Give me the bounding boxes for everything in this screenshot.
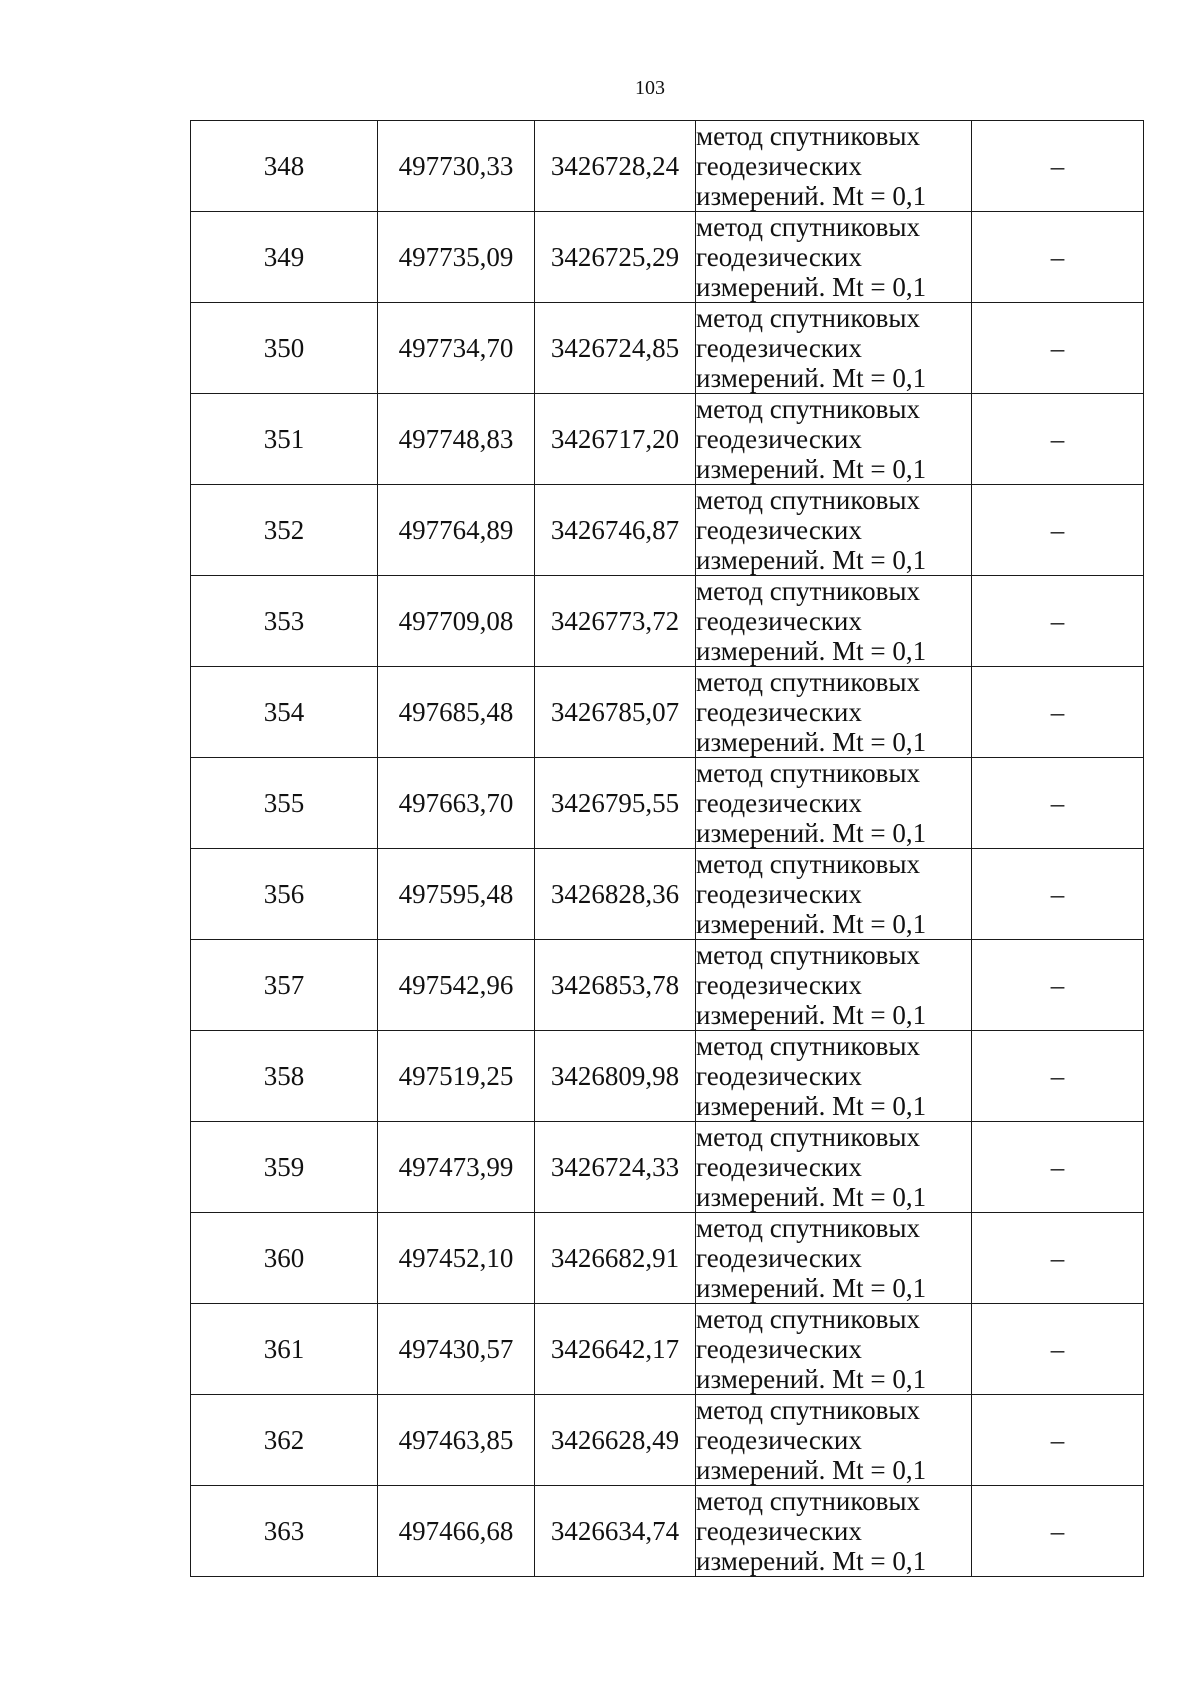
y-coordinate-cell: 3426746,87 bbox=[535, 485, 696, 576]
method-cell bbox=[696, 940, 972, 1031]
x-coordinate-cell: 497735,09 bbox=[378, 212, 535, 303]
x-coordinate-cell: 497542,96 bbox=[378, 940, 535, 1031]
point-number-cell: 358 bbox=[191, 1031, 378, 1122]
method-line: измерений. Mt = 0,1 bbox=[696, 818, 927, 848]
y-coordinate-cell: 3426634,74 bbox=[535, 1486, 696, 1577]
y-coordinate-cell: 3426785,07 bbox=[535, 667, 696, 758]
y-coordinate-cell: 3426809,98 bbox=[535, 1031, 696, 1122]
note-cell: – bbox=[972, 1395, 1144, 1486]
method-line: метод спутниковых bbox=[696, 121, 920, 151]
note-cell: – bbox=[972, 394, 1144, 485]
point-number-cell: 353 bbox=[191, 576, 378, 667]
x-coordinate-cell: 497663,70 bbox=[378, 758, 535, 849]
y-coordinate-cell: 3426795,55 bbox=[535, 758, 696, 849]
table-row bbox=[191, 121, 1144, 212]
note-cell: – bbox=[972, 485, 1144, 576]
method-cell bbox=[696, 758, 972, 849]
method-cell bbox=[696, 121, 972, 212]
y-coordinate-cell: 3426728,24 bbox=[535, 121, 696, 212]
y-coordinate-cell: 3426628,49 bbox=[535, 1395, 696, 1486]
x-coordinate-cell: 497709,08 bbox=[378, 576, 535, 667]
y-coordinate-cell: 3426642,17 bbox=[535, 1304, 696, 1395]
method-line: геодезических bbox=[696, 1516, 862, 1546]
note-cell: – bbox=[972, 212, 1144, 303]
note-cell: – bbox=[972, 1031, 1144, 1122]
method-cell bbox=[696, 303, 972, 394]
method-line: измерений. Mt = 0,1 bbox=[696, 1364, 927, 1394]
method-line: метод спутниковых bbox=[696, 667, 920, 697]
method-line: метод спутниковых bbox=[696, 303, 920, 333]
method-line: геодезических bbox=[696, 151, 862, 181]
x-coordinate-cell: 497764,89 bbox=[378, 485, 535, 576]
method-line: геодезических bbox=[696, 242, 862, 272]
point-number-cell: 361 bbox=[191, 1304, 378, 1395]
table-row bbox=[191, 940, 1144, 1031]
method-line: измерений. Mt = 0,1 bbox=[696, 1273, 927, 1303]
x-coordinate-cell: 497748,83 bbox=[378, 394, 535, 485]
method-line: метод спутниковых bbox=[696, 212, 920, 242]
method-line: измерений. Mt = 0,1 bbox=[696, 545, 927, 575]
method-cell bbox=[696, 485, 972, 576]
point-number-cell: 355 bbox=[191, 758, 378, 849]
method-cell bbox=[696, 1122, 972, 1213]
method-line: геодезических bbox=[696, 333, 862, 363]
x-coordinate-cell: 497473,99 bbox=[378, 1122, 535, 1213]
method-line: геодезических bbox=[696, 1243, 862, 1273]
method-cell bbox=[696, 212, 972, 303]
method-line: измерений. Mt = 0,1 bbox=[696, 1455, 927, 1485]
x-coordinate-cell: 497463,85 bbox=[378, 1395, 535, 1486]
method-cell bbox=[696, 667, 972, 758]
note-cell: – bbox=[972, 576, 1144, 667]
y-coordinate-cell: 3426717,20 bbox=[535, 394, 696, 485]
table-row bbox=[191, 576, 1144, 667]
note-cell: – bbox=[972, 1122, 1144, 1213]
note-cell: – bbox=[972, 1486, 1144, 1577]
method-line: метод спутниковых bbox=[696, 758, 920, 788]
table-row bbox=[191, 667, 1144, 758]
y-coordinate-cell: 3426725,29 bbox=[535, 212, 696, 303]
point-number-cell: 357 bbox=[191, 940, 378, 1031]
table-row bbox=[191, 1031, 1144, 1122]
point-number-cell: 363 bbox=[191, 1486, 378, 1577]
method-cell bbox=[696, 1304, 972, 1395]
point-number-cell: 352 bbox=[191, 485, 378, 576]
table-row bbox=[191, 485, 1144, 576]
table-row bbox=[191, 849, 1144, 940]
method-line: метод спутниковых bbox=[696, 485, 920, 515]
y-coordinate-cell: 3426773,72 bbox=[535, 576, 696, 667]
note-cell: – bbox=[972, 1213, 1144, 1304]
method-line: метод спутниковых bbox=[696, 1395, 920, 1425]
method-line: измерений. Mt = 0,1 bbox=[696, 1091, 927, 1121]
method-line: измерений. Mt = 0,1 bbox=[696, 636, 927, 666]
y-coordinate-cell: 3426724,85 bbox=[535, 303, 696, 394]
table-row bbox=[191, 1213, 1144, 1304]
method-line: измерений. Mt = 0,1 bbox=[696, 363, 927, 393]
method-cell bbox=[696, 576, 972, 667]
method-line: геодезических bbox=[696, 606, 862, 636]
method-line: метод спутниковых bbox=[696, 1304, 920, 1334]
x-coordinate-cell: 497734,70 bbox=[378, 303, 535, 394]
method-cell bbox=[696, 394, 972, 485]
point-number-cell: 351 bbox=[191, 394, 378, 485]
method-line: метод спутниковых bbox=[696, 1031, 920, 1061]
y-coordinate-cell: 3426724,33 bbox=[535, 1122, 696, 1213]
note-cell: – bbox=[972, 303, 1144, 394]
coordinates-table-body bbox=[191, 121, 1144, 1577]
point-number-cell: 356 bbox=[191, 849, 378, 940]
note-cell: – bbox=[972, 940, 1144, 1031]
method-cell bbox=[696, 1031, 972, 1122]
y-coordinate-cell: 3426828,36 bbox=[535, 849, 696, 940]
table-row bbox=[191, 1486, 1144, 1577]
method-line: геодезических bbox=[696, 1425, 862, 1455]
method-line: геодезических bbox=[696, 515, 862, 545]
coordinates-table bbox=[190, 120, 1144, 1577]
x-coordinate-cell: 497685,48 bbox=[378, 667, 535, 758]
method-line: геодезических bbox=[696, 970, 862, 1000]
x-coordinate-cell: 497730,33 bbox=[378, 121, 535, 212]
method-line: измерений. Mt = 0,1 bbox=[696, 1546, 927, 1576]
method-line: геодезических bbox=[696, 1152, 862, 1182]
method-cell bbox=[696, 849, 972, 940]
point-number-cell: 362 bbox=[191, 1395, 378, 1486]
method-line: геодезических bbox=[696, 424, 862, 454]
method-line: метод спутниковых bbox=[696, 940, 920, 970]
method-cell bbox=[696, 1395, 972, 1486]
method-line: измерений. Mt = 0,1 bbox=[696, 272, 927, 302]
point-number-cell: 349 bbox=[191, 212, 378, 303]
table-row bbox=[191, 1122, 1144, 1213]
method-line: измерений. Mt = 0,1 bbox=[696, 1000, 927, 1030]
note-cell: – bbox=[972, 758, 1144, 849]
point-number-cell: 350 bbox=[191, 303, 378, 394]
y-coordinate-cell: 3426853,78 bbox=[535, 940, 696, 1031]
x-coordinate-cell: 497595,48 bbox=[378, 849, 535, 940]
method-line: геодезических bbox=[696, 697, 862, 727]
x-coordinate-cell: 497430,57 bbox=[378, 1304, 535, 1395]
page-number: 103 bbox=[635, 77, 665, 99]
x-coordinate-cell: 497519,25 bbox=[378, 1031, 535, 1122]
table-row bbox=[191, 212, 1144, 303]
point-number-cell: 348 bbox=[191, 121, 378, 212]
point-number-cell: 360 bbox=[191, 1213, 378, 1304]
x-coordinate-cell: 497466,68 bbox=[378, 1486, 535, 1577]
method-line: геодезических bbox=[696, 879, 862, 909]
method-line: измерений. Mt = 0,1 bbox=[696, 181, 927, 211]
y-coordinate-cell: 3426682,91 bbox=[535, 1213, 696, 1304]
method-line: метод спутниковых bbox=[696, 1122, 920, 1152]
note-cell: – bbox=[972, 1304, 1144, 1395]
method-line: измерений. Mt = 0,1 bbox=[696, 1182, 927, 1212]
method-line: метод спутниковых bbox=[696, 849, 920, 879]
note-cell: – bbox=[972, 121, 1144, 212]
method-cell bbox=[696, 1213, 972, 1304]
method-line: метод спутниковых bbox=[696, 1486, 920, 1516]
method-line: метод спутниковых bbox=[696, 576, 920, 606]
method-line: измерений. Mt = 0,1 bbox=[696, 727, 927, 757]
method-line: измерений. Mt = 0,1 bbox=[696, 454, 927, 484]
method-line: измерений. Mt = 0,1 bbox=[696, 909, 927, 939]
x-coordinate-cell: 497452,10 bbox=[378, 1213, 535, 1304]
table-row bbox=[191, 303, 1144, 394]
point-number-cell: 354 bbox=[191, 667, 378, 758]
method-line: метод спутниковых bbox=[696, 394, 920, 424]
table-row bbox=[191, 394, 1144, 485]
note-cell: – bbox=[972, 667, 1144, 758]
note-cell: – bbox=[972, 849, 1144, 940]
method-line: геодезических bbox=[696, 788, 862, 818]
method-line: геодезических bbox=[696, 1061, 862, 1091]
point-number-cell: 359 bbox=[191, 1122, 378, 1213]
table-row bbox=[191, 758, 1144, 849]
table-row bbox=[191, 1395, 1144, 1486]
method-cell bbox=[696, 1486, 972, 1577]
method-line: метод спутниковых bbox=[696, 1213, 920, 1243]
method-line: геодезических bbox=[696, 1334, 862, 1364]
table-row bbox=[191, 1304, 1144, 1395]
